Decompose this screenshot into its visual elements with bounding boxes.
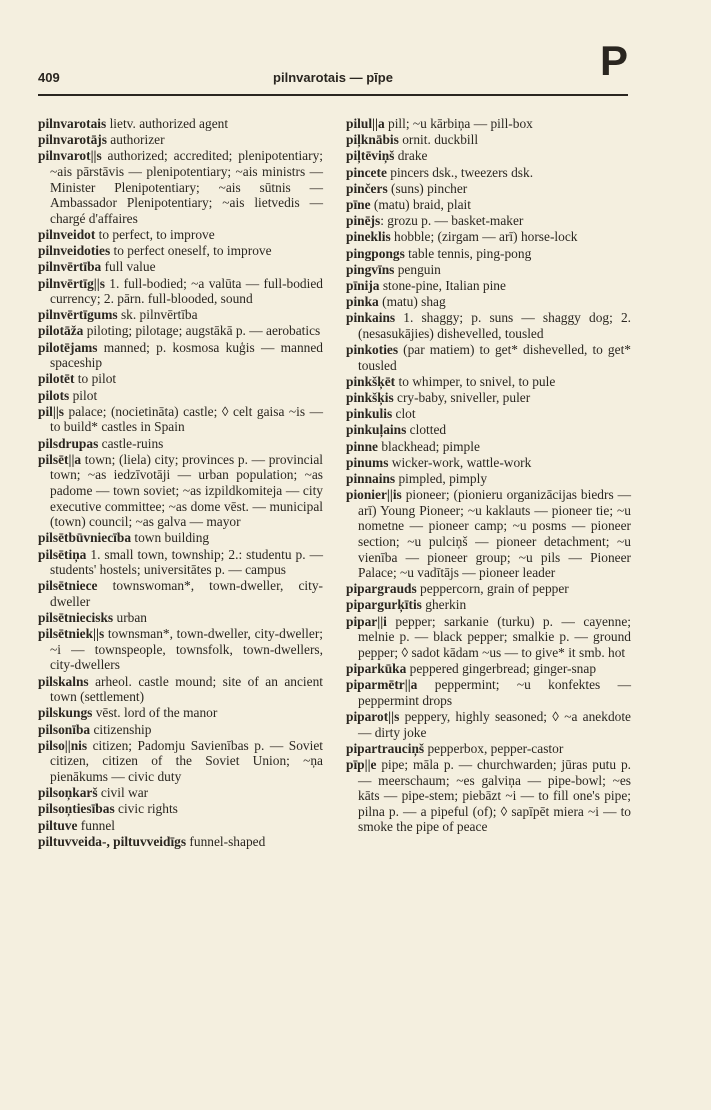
entry-gloss: town; (liela) city; provinces p. — provincial town; ~as iedzīvotāji — urban population; ~as padome — town soviet; ~as izpildkomiteja — city executive committee; ~as dome vēst. — municipal (town) council; ~as galva — mayor — [50, 451, 323, 530]
dictionary-entry — [346, 709, 631, 740]
entry-gloss: ornit. duckbill — [398, 132, 479, 148]
entry-headword: pilsētbūvniecība — [38, 530, 132, 546]
dictionary-entry — [38, 610, 323, 626]
entry-gloss: blackhead; pimple — [378, 438, 480, 454]
entry-gloss: wicker-work, wattle-work — [388, 454, 532, 470]
dictionary-entry — [346, 455, 631, 471]
entry-headword: pilnveidoties — [38, 243, 111, 259]
entry-headword: pingvīns — [346, 261, 395, 277]
dictionary-entry — [38, 738, 323, 785]
entry-gloss: vēst. lord of the manor — [92, 705, 218, 721]
entry-headword: pilnvērtīgums — [38, 307, 118, 323]
dictionary-entry — [346, 294, 631, 310]
entry-gloss: pioneer; (pionieru organizācijas biedrs — arī) Young Pioneer; ~u kaklauts — pioneer tie; ~u nometne — pioneer camp; ~u posms — pioneer section; ~u pulciņš — pioneer detachment; ~u vienība — pioneer group; ~u pils — Pioneer Palace; ~u vadītājs — pioneer leader — [358, 487, 631, 581]
entry-gloss: 1. full-bodied; ~a valūta — full-bodied currency; 2. pārn. full-blooded, sound — [50, 275, 323, 307]
dictionary-entry — [38, 132, 323, 148]
entry-gloss: (par matiem) to get* dishevelled, to get* tousled — [358, 342, 631, 373]
entry-headword: pincete — [346, 164, 387, 180]
entry-gloss: townsman*, town-dweller, city-dweller; ~i — townspeople, townsfolk, town-dwellers, city-dwellers — [50, 626, 323, 673]
dictionary-entry — [346, 661, 631, 677]
entry-gloss: authorized; accredited; plenipotentiary; ~ais pārstāvis — plenipotentiary; ~ais ministrs — Minister Plenipotentiary; ~ais sūtnis — Ambassador Plenipotentiary; ~ais lietvedis — chargé d'affaires — [50, 148, 323, 226]
dictionary-entry — [38, 801, 323, 817]
entry-gloss: sk. pilnvērtība — [117, 307, 198, 323]
entry-headword: pipartrauciņš — [346, 740, 425, 756]
dictionary-entry — [38, 674, 323, 705]
dictionary-entry — [346, 213, 631, 229]
entry-headword: pinka — [346, 294, 379, 310]
dictionary-entry — [38, 276, 323, 307]
entry-headword: pinkulis — [346, 406, 393, 422]
entry-gloss: townswoman*, town-dweller, city-dweller — [50, 578, 323, 609]
entry-headword: pilsoņkarš — [38, 785, 98, 801]
entry-gloss: drake — [394, 148, 428, 164]
entry-gloss: (suns) pincher — [387, 180, 468, 196]
entry-gloss: pill; ~u kārbiņa — pill-box — [384, 116, 533, 131]
entry-headword: piltuvveida-, piltuvveidīgs — [38, 833, 187, 849]
right-column — [346, 116, 631, 836]
entry-gloss: urban — [113, 610, 147, 626]
entry-gloss: civil war — [97, 785, 149, 801]
dictionary-entry — [346, 374, 631, 390]
entry-gloss: pilot — [69, 387, 98, 403]
entry-gloss: peppered gingerbread; ginger-snap — [406, 661, 597, 677]
entry-gloss: : grozu p. — basket-maker — [380, 213, 524, 229]
entry-headword: pilnvarotājs — [38, 132, 107, 148]
dictionary-entry — [38, 259, 323, 275]
entry-headword: pīne — [346, 196, 371, 212]
entry-headword: pilotējams — [38, 339, 98, 355]
entry-headword: pilotēt — [38, 371, 75, 387]
dictionary-entry — [346, 614, 631, 661]
dictionary-entry — [346, 422, 631, 438]
entry-headword: pilso||nis — [38, 737, 88, 753]
entry-headword: pineklis — [346, 229, 391, 245]
dictionary-entry — [38, 722, 323, 738]
entry-headword: pilsētiņa — [38, 546, 87, 562]
entry-headword: pinčers — [346, 180, 388, 196]
entry-gloss: pepperbox, pepper-castor — [424, 740, 564, 756]
entry-gloss: pimpled, pimply — [395, 470, 488, 486]
entry-headword: pilsonība — [38, 721, 91, 737]
entry-gloss: funnel — [77, 817, 115, 833]
dictionary-entry — [38, 340, 323, 371]
entry-headword: pipargrauds — [346, 581, 417, 597]
entry-gloss: pepper; sarkanie (turku) p. — cayenne; melnie p. — black pepper; smalkie p. — ground pepper; ◊ sadot kādam ~us — to give* it smb. hot — [358, 613, 631, 660]
dictionary-entry — [38, 148, 323, 226]
dictionary-entry — [38, 578, 323, 609]
entry-headword: pinne — [346, 438, 379, 454]
entry-gloss: to pilot — [74, 371, 117, 387]
entry-gloss: pincers dsk., tweezers dsk. — [386, 164, 534, 180]
entry-headword: pipargurķītis — [346, 597, 422, 613]
page-header — [38, 37, 628, 94]
entry-headword: pilnvērtība — [38, 259, 102, 275]
dictionary-entry — [38, 388, 323, 404]
entry-headword: piparkūka — [346, 661, 407, 677]
entry-gloss: to perfect, to improve — [95, 226, 215, 242]
dictionary-entry — [346, 390, 631, 406]
page-number: 409 — [38, 70, 60, 85]
running-head: pilnvarotais — pīpe — [273, 70, 393, 85]
entry-gloss: town building — [131, 530, 210, 546]
entry-headword: pinkains — [346, 310, 396, 326]
entry-gloss: penguin — [394, 261, 441, 277]
dictionary-entry — [346, 757, 631, 835]
entry-gloss: castle-ruins — [98, 435, 164, 451]
entry-headword: pionier||is — [346, 487, 402, 503]
dictionary-entry — [346, 132, 631, 148]
entry-gloss: clot — [392, 406, 416, 422]
dictionary-entry — [346, 181, 631, 197]
dictionary-entry — [38, 705, 323, 721]
entry-gloss: citizen; Padomju Savienības p. — Soviet citizen, citizen of the Soviet Union; ~ņa pienākums — civic duty — [50, 737, 323, 784]
dictionary-entry — [346, 342, 631, 373]
entry-gloss: pipe; māla p. — churchwarden; jūras putu p. — meerschaum; ~es galviņa — pipe-bowl; ~es kāts — pipe-stem; piebāzt ~i — to fill one's pipe; pilna p. — a pipeful (of); ◊ sapīpēt miera ~i — to smoke the pipe of peace — [358, 756, 631, 835]
dictionary-entry — [346, 165, 631, 181]
entry-headword: pinkšķis — [346, 390, 394, 405]
entry-gloss: peppery, highly seasoned; ◊ ~a anekdote — dirty joke — [358, 709, 631, 740]
entry-gloss: 1. shaggy; p. suns — shaggy dog; 2. (nesasukājies) dishevelled, tousled — [358, 310, 631, 341]
entry-headword: pīp||e — [346, 756, 377, 772]
dictionary-entry — [346, 439, 631, 455]
entry-gloss: peppercorn, grain of pepper — [416, 581, 569, 597]
entry-headword: pinnains — [346, 470, 396, 486]
dictionary-entry — [38, 818, 323, 834]
dictionary-entry — [38, 243, 323, 259]
dictionary-entry — [38, 307, 323, 323]
entry-gloss: lietv. authorized agent — [106, 116, 229, 131]
entry-gloss: peppermint; ~u konfektes — peppermint drops — [358, 677, 631, 708]
dictionary-entry — [38, 371, 323, 387]
entry-headword: pinējs — [346, 213, 381, 229]
entry-headword: pinkuļains — [346, 422, 407, 438]
entry-headword: pilnvērtīg||s — [38, 275, 105, 291]
dictionary-entry — [38, 404, 323, 435]
section-letter: P — [599, 37, 628, 84]
entry-gloss: gherkin — [421, 597, 467, 613]
entry-headword: piparmētr||a — [346, 677, 418, 693]
dictionary-entry — [346, 597, 631, 613]
entry-headword: pilsētniek||s — [38, 626, 105, 642]
dictionary-entry — [346, 197, 631, 213]
dictionary-entry — [346, 581, 631, 597]
entry-gloss: (matu) braid, plait — [370, 196, 471, 212]
entry-gloss: to perfect oneself, to improve — [110, 243, 272, 259]
entry-headword: pīnija — [346, 277, 380, 293]
entry-gloss: (matu) shag — [378, 294, 446, 310]
left-column — [38, 116, 323, 850]
entry-headword: pinkoties — [346, 342, 399, 358]
entry-headword: pinkšķēt — [346, 373, 396, 389]
entry-gloss: authorizer — [106, 132, 165, 148]
dictionary-entry — [346, 487, 631, 581]
entry-gloss: hobble; (zirgam — arī) horse-lock — [390, 229, 578, 245]
dictionary-entry — [38, 436, 323, 452]
entry-headword: pilsētniece — [38, 578, 98, 594]
dictionary-entry — [346, 148, 631, 164]
entry-headword: pilskungs — [38, 705, 93, 721]
dictionary-entry — [346, 246, 631, 262]
entry-headword: piltuve — [38, 817, 78, 833]
entry-gloss: stone-pine, Italian pine — [379, 277, 506, 293]
entry-headword: pilnvarot||s — [38, 148, 102, 164]
dictionary-entry — [38, 323, 323, 339]
entry-gloss: 1. small town, township; 2.: studentu p. — students' hostels; universitātes p. — campus — [50, 546, 323, 578]
entry-headword: piļknābis — [346, 132, 399, 148]
dictionary-entry — [38, 834, 323, 850]
entry-headword: pilnveidot — [38, 226, 96, 242]
entry-gloss: manned; p. kosmosa kuģis — manned spaceship — [50, 339, 323, 371]
entry-gloss: arheol. castle mound; site of an ancient town (settlement) — [50, 673, 323, 705]
entry-headword: pilul||a — [346, 116, 385, 131]
entry-gloss: table tennis, ping-pong — [404, 245, 532, 261]
dictionary-entry — [346, 406, 631, 422]
dictionary-entry — [38, 626, 323, 673]
entry-headword: pil||s — [38, 403, 64, 419]
entry-gloss: piloting; pilotage; augstākā p. — aerobatics — [83, 323, 321, 339]
entry-gloss: funnel-shaped — [186, 833, 266, 849]
entry-headword: pilotāža — [38, 323, 84, 339]
entry-gloss: civic rights — [114, 801, 178, 817]
entry-headword: pilots — [38, 387, 70, 403]
entry-headword: pilsoņtiesības — [38, 801, 115, 817]
entry-headword: pilnvarotais — [38, 116, 107, 131]
entry-headword: piparot||s — [346, 709, 400, 724]
entry-headword: pilsdrupas — [38, 435, 99, 451]
entry-headword: pilsētniecisks — [38, 610, 114, 626]
dictionary-entry — [346, 741, 631, 757]
dictionary-entry — [346, 262, 631, 278]
dictionary-entry — [346, 278, 631, 294]
dictionary-entry — [38, 530, 323, 546]
entry-gloss: full value — [101, 259, 156, 275]
dictionary-entry — [346, 229, 631, 245]
entry-headword: pinums — [346, 454, 389, 470]
dictionary-entry — [346, 677, 631, 708]
entry-gloss: to whimper, to snivel, to pule — [395, 373, 556, 389]
dictionary-entry — [346, 310, 631, 341]
entry-headword: piļtēviņš — [346, 148, 395, 164]
entry-headword: pingpongs — [346, 245, 405, 261]
entry-gloss: citizenship — [90, 721, 152, 737]
dictionary-entry — [346, 471, 631, 487]
header-rule — [38, 94, 628, 96]
entry-headword: pipar||i — [346, 613, 387, 629]
entry-gloss: clotted — [406, 422, 447, 438]
dictionary-entry — [38, 227, 323, 243]
entry-gloss: cry-baby, sniveller, puler — [393, 390, 531, 405]
entry-headword: pilsēt||a — [38, 451, 82, 467]
dictionary-entry — [38, 785, 323, 801]
dictionary-entry — [38, 452, 323, 530]
entry-headword: pilskalns — [38, 673, 89, 689]
dictionary-entry — [346, 116, 631, 132]
entry-gloss: palace; (nocietināta) castle; ◊ celt gaisa ~is — to build* castles in Spain — [50, 403, 323, 435]
dictionary-entry — [38, 547, 323, 578]
dictionary-entry — [38, 116, 323, 132]
